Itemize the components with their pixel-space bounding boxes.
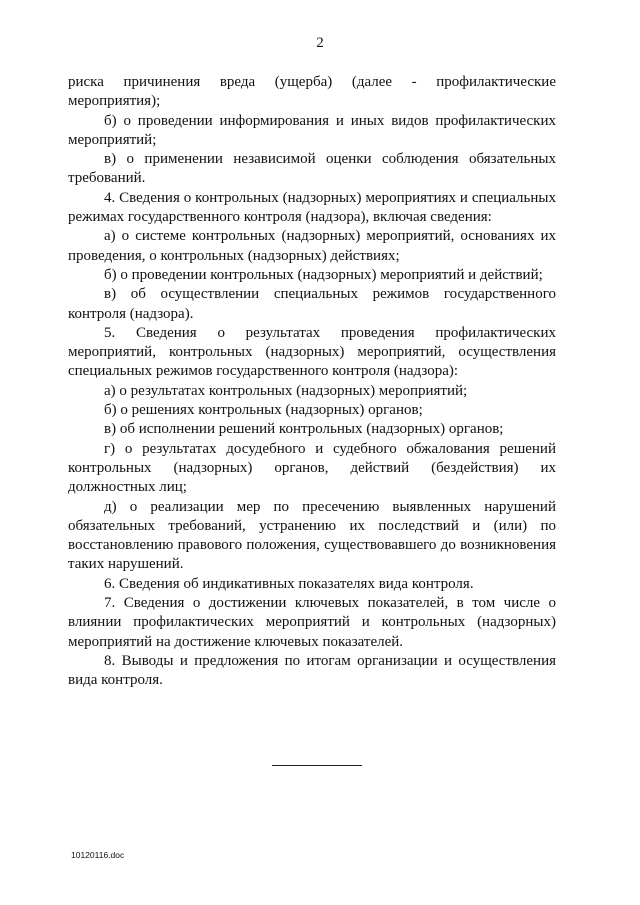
paragraph-5a: а) о результатах контрольных (надзорных) мероприятий; <box>104 382 468 399</box>
end-divider <box>272 765 362 766</box>
paragraph-5g: г) о результатах досудебного и судебного обжалования решений контрольных (надзорных) органов, действий (бездействия) их должностных лиц; <box>68 440 556 496</box>
paragraph-4v: в) об осуществлении специальных режимов государственного контроля (надзора). <box>68 286 556 322</box>
paragraph-7: 7. Сведения о достижении ключевых показателей, в том числе о влиянии профилактических мероприятий и контрольных (надзорных) мероприятий на достижение ключевых показателей. <box>68 595 556 650</box>
page-number: 2 <box>316 35 324 51</box>
paragraph-risk-continuation: риска причинения вреда (ущерба) (далее - профилактические мероприятия); <box>68 74 556 110</box>
paragraph-8: 8. Выводы и предложения по итогам организации и осуществления вида контроля. <box>68 652 556 689</box>
file-reference: 10120116.doc <box>71 850 125 860</box>
paragraph-3v: в) о применении независимой оценки соблюдения обязательных требований. <box>68 151 556 187</box>
paragraph-6: 6. Сведения об индикативных показателях вида контроля. <box>104 575 474 592</box>
paragraph-4: 4. Сведения о контрольных (надзорных) мероприятиях и специальных режимах государственного контроля (надзора), включая сведения: <box>68 189 556 226</box>
paragraph-5d: д) о реализации мер по пресечению выявленных нарушений обязательных требований, устранению их последствий и (или) по восстановлению правового положения, существовавшего до возникновения таких нарушений. <box>68 498 556 573</box>
paragraph-3b: б) о проведении информирования и иных видов профилактических мероприятий; <box>68 112 556 148</box>
paragraph-4a: а) о системе контрольных (надзорных) мероприятий, основаниях их проведения, о контрольных (надзорных) действиях; <box>68 228 556 264</box>
document-body <box>68 73 556 691</box>
paragraph-5: 5. Сведения о результатах проведения профилактических мероприятий, контрольных (надзорных) мероприятий, осуществления специальных режимов государственного контроля (надзора): <box>68 324 556 380</box>
paragraph-4b: б) о проведении контрольных (надзорных) мероприятий и действий; <box>104 266 543 283</box>
paragraph-5b: б) о решениях контрольных (надзорных) органов; <box>104 402 423 419</box>
paragraph-5v: в) об исполнении решений контрольных (надзорных) органов; <box>104 421 504 438</box>
